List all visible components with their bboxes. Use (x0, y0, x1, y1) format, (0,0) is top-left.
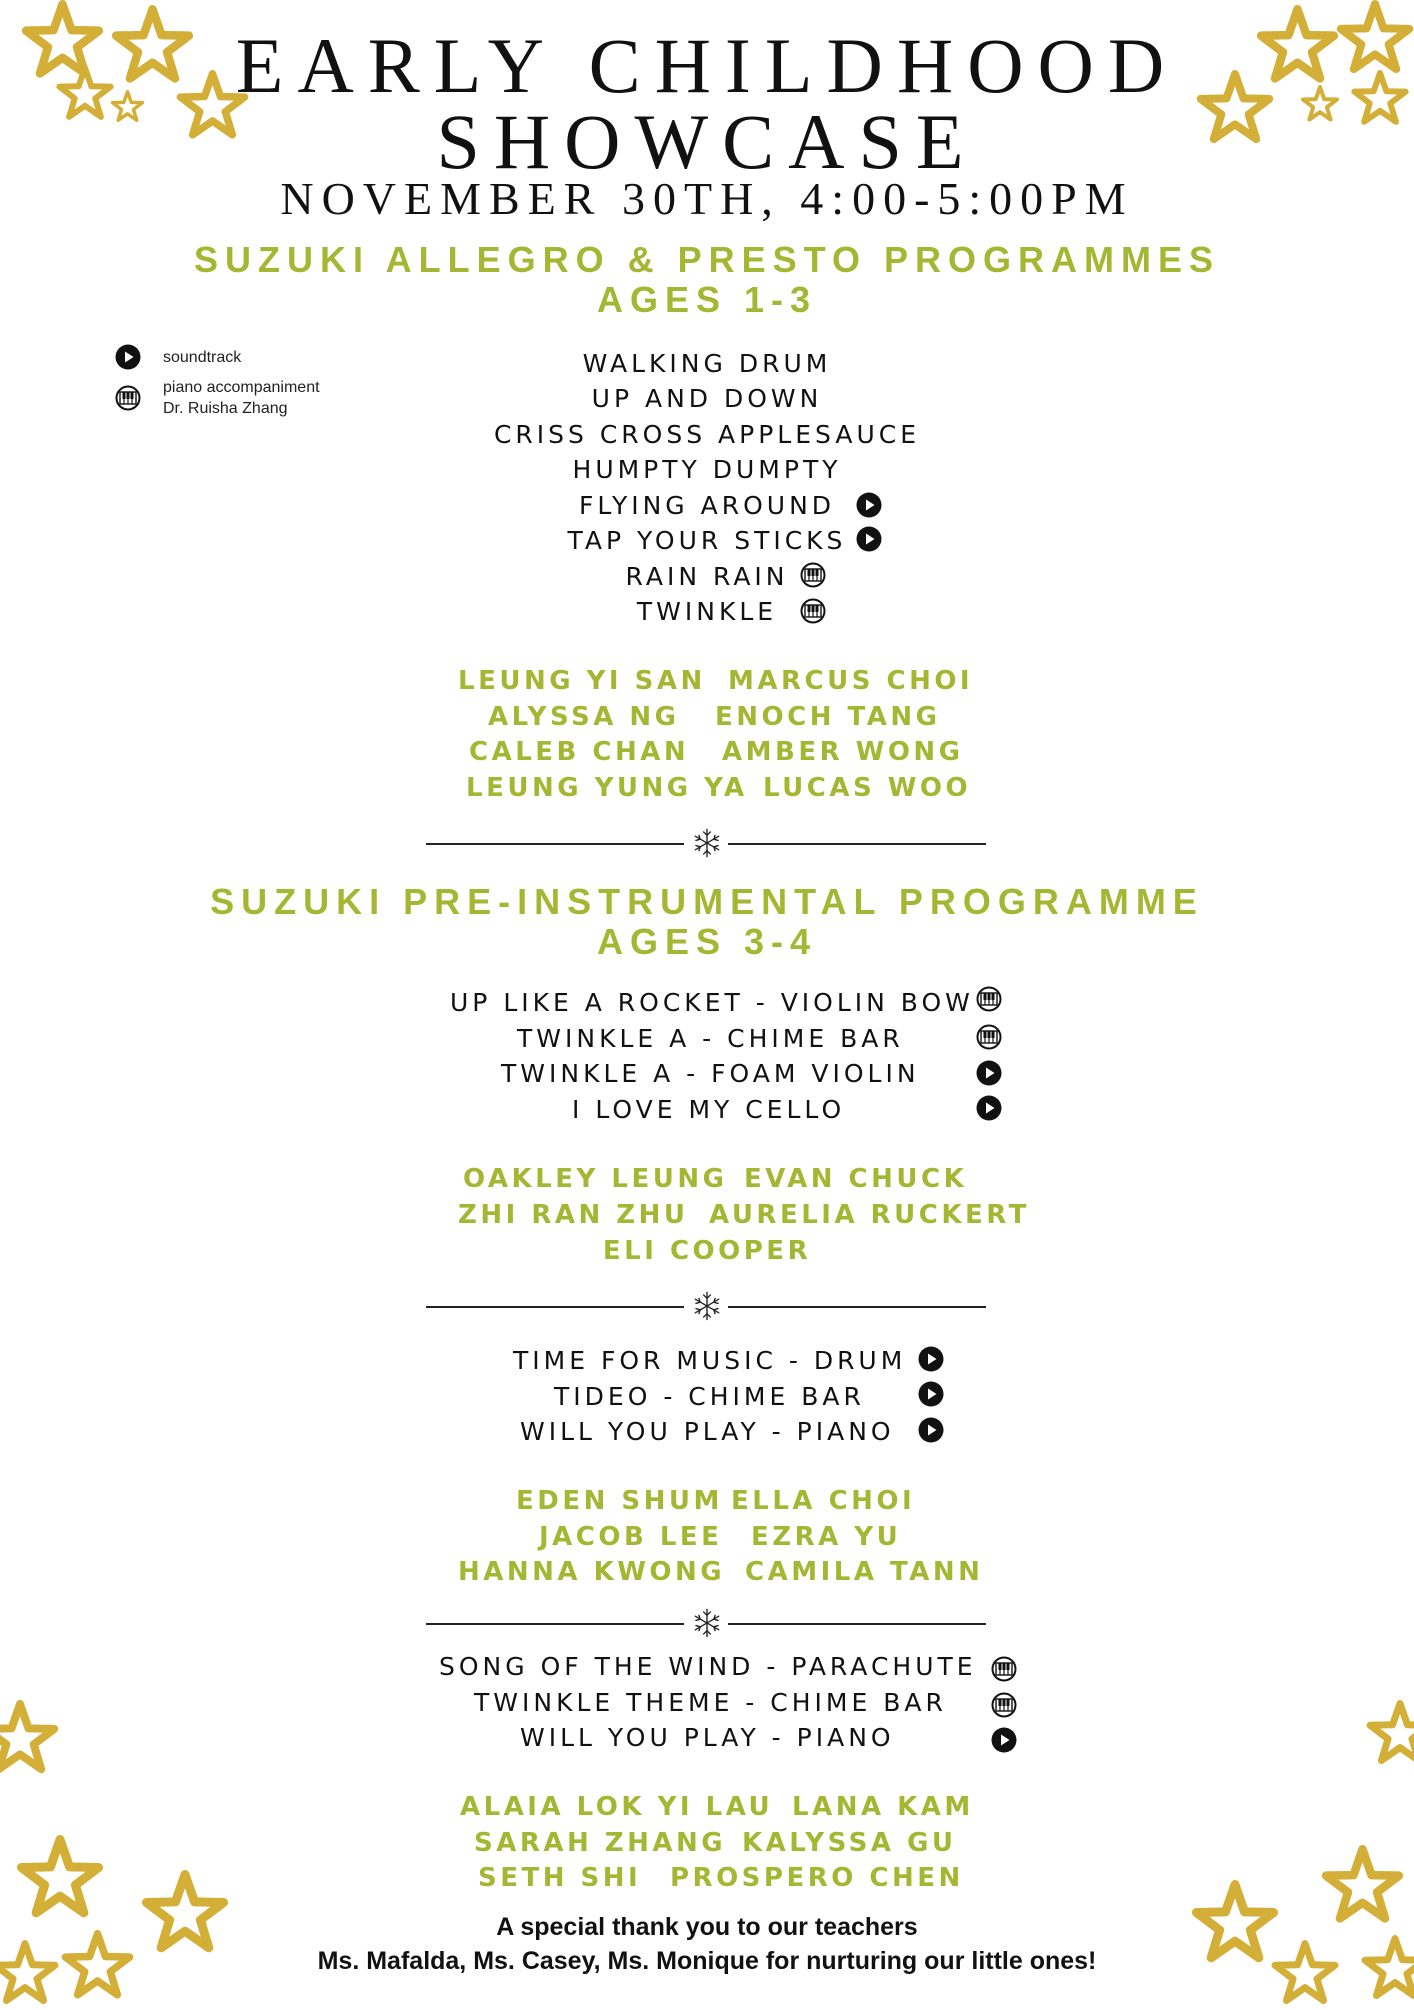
song-title: TWINKLE THEME - CHIME BAR (474, 1688, 947, 1717)
song-title: TIDEO - CHIME BAR (554, 1382, 865, 1411)
song-title: TAP YOUR STICKS (567, 526, 847, 555)
divider-line (426, 843, 684, 845)
piano-keys-icon (976, 986, 1002, 1012)
thanks-line-1: A special thank you to our teachers (496, 1913, 918, 1941)
legend-piano-label: piano accompaniment (163, 379, 320, 396)
divider-line (728, 1306, 986, 1308)
play-icon (918, 1381, 944, 1407)
piano-keys-icon (991, 1656, 1017, 1682)
song-title: I LOVE MY CELLO (572, 1095, 846, 1124)
play-icon (991, 1727, 1017, 1753)
legend-pianist: Dr. Ruisha Zhang (163, 400, 288, 417)
performer-name: SARAH ZHANG (474, 1828, 727, 1858)
play-icon (856, 492, 882, 518)
performer-name: EZRA YU (751, 1522, 902, 1552)
performer-name: ENOCH TANG (715, 702, 941, 732)
performer-name: LEUNG YI SAN (458, 666, 706, 696)
performer-name: LANA KAM (792, 1792, 974, 1822)
play-icon (856, 526, 882, 552)
performer-name: HANNA KWONG (458, 1557, 726, 1587)
piano-keys-icon (991, 1692, 1017, 1718)
section1-heading (0, 240, 1414, 320)
divider-line (728, 1623, 986, 1625)
performer-name: SETH SHI (478, 1863, 642, 1893)
page-title (0, 22, 1414, 185)
song-title: FLYING AROUND (578, 491, 836, 520)
song-title: TWINKLE A - CHIME BAR (517, 1024, 904, 1053)
performer-name: ZHI RAN ZHU (458, 1200, 689, 1230)
title-line-1: EARLY CHILDHOOD (235, 22, 1179, 109)
play-icon (976, 1060, 1002, 1086)
song-title: WILL YOU PLAY - PIANO (520, 1417, 895, 1446)
performer-name: AMBER WONG (722, 737, 964, 767)
performer-name: LUCAS WOO (763, 773, 972, 803)
performer-name: ELI COOPER (602, 1236, 812, 1266)
performer-name: JACOB LEE (539, 1522, 723, 1552)
performer-name: ELLA CHOI (731, 1486, 916, 1516)
event-date: NOVEMBER 30TH, 4:00-5:00PM (280, 173, 1134, 224)
legend-soundtrack: soundtrack (163, 349, 242, 366)
divider-line (426, 1623, 684, 1625)
performer-name: CALEB CHAN (469, 737, 690, 767)
section2-title: SUZUKI PRE-INSTRUMENTAL PROGRAMME (210, 881, 1204, 922)
piano-keys-icon (800, 562, 826, 588)
performer-name: CAMILA TANN (745, 1557, 984, 1587)
performer-name: PROSPERO CHEN (670, 1863, 964, 1893)
section1-title: SUZUKI ALLEGRO & PRESTO PROGRAMMES (193, 239, 1221, 280)
snowflake-icon (690, 1606, 724, 1640)
star-icon (1365, 1700, 1414, 1770)
section2-heading (0, 882, 1414, 962)
performer-name: MARCUS CHOI (728, 666, 974, 696)
song-title: HUMPTY DUMPTY (572, 455, 842, 484)
thanks-line-2: Ms. Mafalda, Ms. Casey, Ms. Monique for nurturing our little ones! (317, 1947, 1097, 1975)
performer-name: EVAN CHUCK (744, 1164, 968, 1194)
performer-name: KALYSSA GU (742, 1828, 957, 1858)
song-title: WILL YOU PLAY - PIANO (520, 1723, 895, 1752)
thank-you-note (0, 1910, 1414, 1978)
divider-line (728, 843, 986, 845)
snowflake-icon (690, 826, 724, 860)
song-title: UP LIKE A ROCKET - VIOLIN BOW (450, 988, 974, 1017)
song-title: UP AND DOWN (591, 384, 823, 413)
performer-name: AURELIA RUCKERT (709, 1200, 1030, 1230)
play-icon (976, 1095, 1002, 1121)
play-icon (918, 1346, 944, 1372)
divider-line (426, 1306, 684, 1308)
piano-keys-icon (800, 598, 826, 624)
song-title: WALKING DRUM (582, 349, 832, 378)
song-title: TWINKLE (636, 597, 778, 626)
piano-keys-icon (976, 1024, 1002, 1050)
song-title: TWINKLE A - FOAM VIOLIN (501, 1059, 920, 1088)
performer-name: ALAIA LOK YI LAU (460, 1792, 774, 1822)
performer-name: EDEN SHUM (516, 1486, 723, 1516)
performer-name: LEUNG YUNG YA (466, 773, 748, 803)
song-title: TIME FOR MUSIC - DRUM (513, 1346, 907, 1375)
song-title: CRISS CROSS APPLESAUCE (493, 420, 921, 449)
snowflake-icon (690, 1289, 724, 1323)
section2-ages: AGES 3-4 (596, 921, 818, 962)
song-title: RAIN RAIN (625, 562, 789, 591)
title-line-2: SHOWCASE (436, 98, 978, 185)
performer-name: OAKLEY LEUNG (463, 1164, 728, 1194)
performer-name: ALYSSA NG (488, 702, 680, 732)
star-icon (0, 1700, 60, 1780)
song-title: SONG OF THE WIND - PARACHUTE (439, 1652, 977, 1681)
section1-ages: AGES 1-3 (596, 279, 818, 320)
play-icon (918, 1417, 944, 1443)
